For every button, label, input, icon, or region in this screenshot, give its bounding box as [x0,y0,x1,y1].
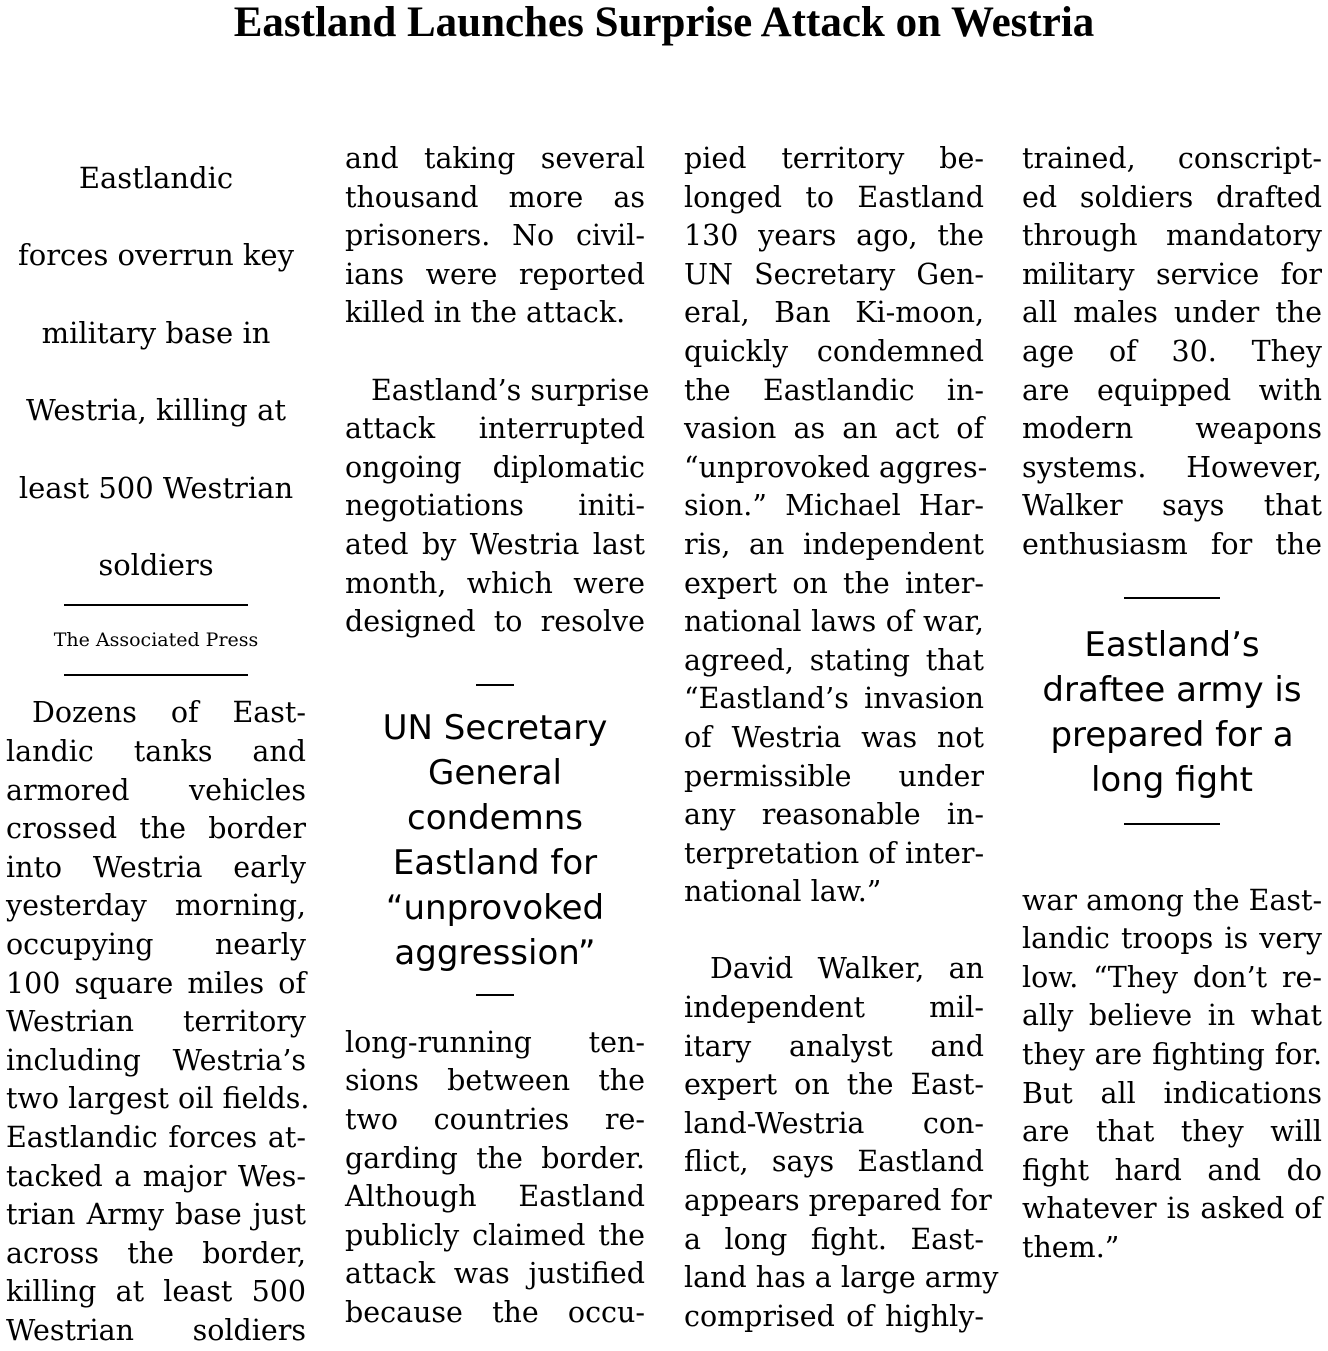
text-line: into Westria early [6,850,306,884]
text-line: appears prepared for [684,1184,992,1218]
article-body-col2-top [345,140,650,642]
text-line: crossed the border [6,812,306,846]
text-line: But all indications [1022,1076,1322,1110]
text-line: Westrian territory [6,1005,306,1039]
text-line: across the border, [6,1236,306,1270]
text-line: UN Secretary Gen- [684,257,984,291]
text-line: “unprovoked aggres- [684,450,988,484]
text-line: long-running ten- [345,1025,645,1059]
divider [64,604,248,606]
deck-line: forces overrun key [18,238,294,273]
divider [476,684,514,686]
text-line: systems. However, [1022,450,1322,484]
text-line: prisoners. No civil- [345,219,645,253]
text-line: “Eastland’s invasion [684,682,984,716]
pull-quote-line: aggression” [394,932,596,973]
text-line: thousand more as [345,180,645,214]
text-line: low. “They don’t re- [1022,960,1322,994]
text-line: and taking several [345,142,645,175]
text-line: Westrian soldiers [6,1313,306,1347]
text-line: ated by Westria last [345,527,645,561]
text-line: month, which were [345,566,645,600]
pull-quote-line: condemns [407,797,583,838]
text-line: sions between the [345,1064,645,1098]
text-line: designed to resolve [345,605,645,639]
text-line: ally believe in what [1022,999,1322,1033]
text-line: Walker says that [1022,489,1322,523]
text-line: eral, Ban Ki-moon, [684,296,984,330]
divider [476,994,514,996]
text-line: independent mil- [684,991,984,1025]
text-line: are that they will [1022,1115,1322,1149]
text-line: 130 years ago, the [684,219,984,253]
pull-quote-line: draftee army is [1042,669,1302,710]
pull-quote-line: “unprovoked [385,887,605,928]
text-line: ians were reported [345,257,645,291]
text-line: age of 30. They [1022,334,1322,368]
text-line: are equipped with [1022,373,1322,407]
pull-quote-line: UN Secretary [382,707,608,748]
text-line: of Westria was not [684,720,984,754]
text-line: modern weapons [1022,412,1322,446]
text-line: two countries re- [345,1102,645,1136]
text-line: quickly condemned [684,334,984,368]
text-line: publicly claimed the [345,1218,645,1252]
deck-line: least 500 Westrian [18,470,294,505]
deck [6,140,306,604]
text-line: comprised of highly- [684,1299,984,1333]
text-line: yesterday morning, [6,889,306,923]
text-line: agreed, stating that [684,643,984,677]
article-body-col4-top [1022,140,1322,565]
text-line: war among the East- [1022,883,1323,917]
text-line: land-Westria con- [684,1106,984,1140]
text-line: attack was justified [345,1257,645,1291]
text-line: terpretation of inter- [684,836,985,870]
byline: The Associated Press [53,629,259,652]
text-line: tacked a major Wes- [6,1159,306,1193]
text-line: all males under the [1022,296,1322,330]
text-line: pied territory be- [684,142,984,175]
column-4 [1022,140,1322,1267]
text-line: trained, conscript- [1022,142,1322,175]
text-line: flict, says Eastland [684,1145,984,1179]
article-body-col1 [6,694,310,1350]
text-line: two largest oil fields. [6,1082,310,1116]
column-2 [345,140,650,1332]
text-line: ongoing diplomatic [345,450,645,484]
text-line: vasion as an act of [684,412,984,446]
text-line: a long fight. East- [684,1222,984,1256]
text-line: armored vehicles [6,773,306,807]
text-line: landic tanks and [6,735,306,769]
text-line: sion.” Michael Har- [684,489,984,523]
text-line: national laws of war, [684,605,984,639]
text-line: they are fighting for. [1022,1037,1322,1071]
text-line: land has a large army [684,1261,999,1295]
text-line: through mandatory [1022,219,1322,253]
text-line: landic troops is very [1022,922,1322,956]
article-body-col2-bottom [345,1024,645,1333]
text-line: expert on the inter- [684,566,984,600]
text-line: including Westria’s [6,1043,306,1077]
column-1 [6,140,310,1351]
article-body-col3 [684,140,999,1336]
text-line: permissible under [684,759,984,793]
pull-quote-line: Eastland for [392,842,598,883]
text-line: attack interrupted [345,412,645,446]
text-line: occupying nearly [6,928,306,961]
paragraph-gap [345,333,645,372]
pull-quote-line: Eastland’s [1084,624,1260,665]
text-line: military service for [1022,257,1322,291]
text-line: 100 square miles of [6,966,306,1000]
text-line: garding the border. [345,1141,645,1175]
pull-quote-1 [345,706,645,976]
text-line: whatever is asked of [1022,1192,1322,1226]
text-line: ed soldiers drafted [1022,180,1322,214]
text-line: the Eastlandic in- [684,373,984,407]
text-line: ris, an independent [684,527,984,561]
text-line: Although Eastland [345,1180,645,1214]
text-line: itary analyst and [684,1029,984,1063]
paragraph-gap [684,912,984,951]
text-line: fight hard and do [1022,1153,1322,1187]
text-line: killed in the attack. [345,296,626,330]
text-line: longed to Eastland [684,180,984,214]
pull-quote-line: General [428,752,562,793]
divider [1124,823,1220,825]
text-line: trian Army base just [6,1198,306,1232]
text-line: David Walker, an [710,952,984,986]
deck-line: military base in [41,315,271,350]
text-line: Eastlandic forces at- [6,1120,306,1154]
text-line: negotiations initi- [345,489,645,523]
divider [1124,597,1220,599]
deck-line: soldiers [98,548,214,583]
pull-quote-line: long fight [1090,759,1254,800]
text-line: killing at least 500 [6,1275,306,1309]
text-line: Dozens of East- [32,696,306,730]
article-body-col4-bottom [1022,882,1322,1268]
column-3 [684,140,999,1336]
text-line: them.” [1022,1230,1120,1264]
text-line: expert on the East- [684,1068,984,1102]
pull-quote-2 [1022,623,1322,803]
text-line: because the occu- [345,1295,645,1329]
text-line: any reasonable in- [684,798,984,832]
headline: Eastland Launches Surprise Attack on Westria [233,0,1095,46]
deck-line: Westria, killing at [25,393,287,428]
divider [64,674,248,676]
deck-line: Eastlandic [78,161,234,195]
text-line: Eastland’s surprise [371,373,650,407]
text-line: enthusiasm for the [1022,527,1322,561]
pull-quote-line: prepared for a [1050,714,1294,755]
text-line: national law.” [684,875,882,909]
